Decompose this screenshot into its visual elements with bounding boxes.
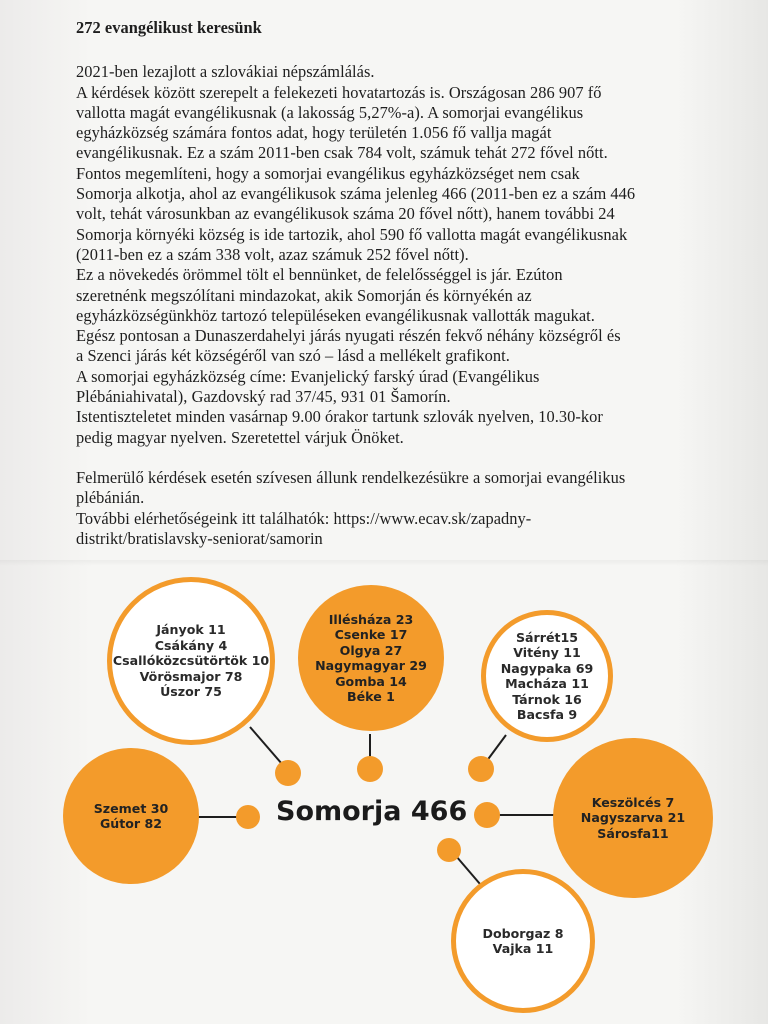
bubble-right <box>553 738 713 898</box>
village-item: Sárosfa11 <box>597 825 669 841</box>
text-line: szeretnénk megszólítani mindazokat, akik Somorján és környékén az <box>76 285 532 305</box>
text-line: A kérdések között szerepelt a felekezeti hovatartozás is. Országosan 286 907 fő <box>76 82 602 102</box>
village-item: Jányok 11 <box>156 622 226 638</box>
village-list <box>113 622 269 700</box>
village-item: Gomba 14 <box>335 673 407 689</box>
text-line: Plébániahivatal), Gazdovský rad 37/45, 931 01 Šamorín. <box>76 387 451 407</box>
bubble-top-right <box>481 610 613 742</box>
text-line: 2021-ben lezajlott a szlovákiai népszámlálás. <box>76 62 375 82</box>
village-item: Illésháza 23 <box>328 611 414 627</box>
text-line: Somorja környéki község is ide tartozik, ahol 590 fő vallotta magát evangélikusnak <box>76 224 628 244</box>
text-line: Felmerülő kérdések esetén szívesen állunk rendelkezésükre a somorjai evangélikus <box>76 467 626 487</box>
village-list <box>483 926 564 957</box>
village-item: Úszor 75 <box>160 684 222 700</box>
village-item: Bacsfa 9 <box>516 707 578 722</box>
text-line: A somorjai egyházközség címe: Evanjelický farský úrad (Evangélikus <box>76 366 540 386</box>
bubble-top-center <box>298 585 444 731</box>
text-line: pedig magyar nyelven. Szeretettel várjuk Önöket. <box>76 427 404 447</box>
village-item: Olgya 27 <box>339 642 403 658</box>
text-line: Fontos megemlíteni, hogy a somorjai evangélikus egyházközséget nem csak <box>76 163 580 183</box>
village-item: Vajka 11 <box>492 941 554 956</box>
text-line: evangélikusnak. Ez a szám 2011-ben csak 784 volt, számuk tehát 272 fővel nőtt. <box>76 143 608 163</box>
bubble-left <box>63 748 199 884</box>
text-line: További elérhetőségeink itt találhatók: https://www.ecav.sk/zapadny- <box>76 508 532 528</box>
village-item: Nagymagyar 29 <box>315 658 427 673</box>
village-item: Nagyszarva 21 <box>580 810 686 826</box>
text-line: Ez a növekedés örömmel tölt el bennünket, de felelősséggel is jár. Ezúton <box>76 265 563 285</box>
village-item: Nagypaka 69 <box>500 660 594 676</box>
connector-dot-right <box>474 802 500 828</box>
village-item: Tárnok 16 <box>512 691 582 707</box>
village-item: Csenke 17 <box>334 627 408 642</box>
village-item: Gútor 82 <box>99 816 163 831</box>
text-line: Somorja alkotja, ahol az evangélikusok száma jelenleg 466 (2011-ben ez a szám 446 <box>76 184 636 204</box>
village-item: Vörösmajor 78 <box>139 668 243 684</box>
village-item: Keszölcés 7 <box>591 794 675 810</box>
text-line: egyházközségünkhöz tartozó településeken evangélikusnak vallották magukat. <box>76 305 595 325</box>
text-line: Istentiszteletet minden vasárnap 9.00 órakor tartunk szlovák nyelven, 10.30-kor <box>76 407 603 427</box>
village-list <box>581 795 685 842</box>
text-line: egyházközség számára fontos adat, hogy területén 1.056 fő vallja magát <box>76 123 552 143</box>
village-item: Sárrét15 <box>515 629 579 645</box>
village-item: Macháza 11 <box>505 676 589 691</box>
village-list <box>94 801 169 832</box>
connector-dot-bottom <box>437 838 461 862</box>
village-item: Béke 1 <box>347 689 395 704</box>
village-list <box>315 612 427 705</box>
connector-bottom <box>456 856 480 884</box>
connector-top-left <box>250 727 282 764</box>
village-item: Doborgaz 8 <box>482 925 564 941</box>
connector-dot-top-left <box>275 760 301 786</box>
text-line: Egész pontosan a Dunaszerdahelyi járás nyugati részén fekvő néhány községről és <box>76 326 621 346</box>
text-line: (2011-ben ez a szám 338 volt, azaz számuk 252 fővel nőtt). <box>76 244 469 264</box>
village-item: Csallóközcsütörtök 10 <box>112 653 270 669</box>
article-title: 272 evangélikust keresünk <box>76 18 262 37</box>
village-list <box>501 630 594 723</box>
text-line: a Szenci járás két községéről van szó – lásd a mellékelt grafikont. <box>76 346 510 366</box>
connector-dot-left <box>236 805 260 829</box>
text-line: vallotta magát evangélikusnak (a lakosság 5,27%-a). A somorjai evangélikus <box>76 102 584 122</box>
text-line: volt, tehát városunkban az evangélikusok száma 20 fővel nőtt), hanem további 24 <box>76 204 615 224</box>
center-label-somorja: Somorja 466 <box>276 796 468 827</box>
connector-dot-top-right <box>468 756 494 782</box>
text-line: distrikt/bratislavsky-seniorat/samorin <box>76 528 323 548</box>
bubble-bottom <box>451 869 595 1013</box>
village-item: Vitény 11 <box>513 645 581 660</box>
village-item: Csákány 4 <box>154 637 228 653</box>
village-item: Szemet 30 <box>93 800 169 816</box>
bubble-top-left <box>107 577 275 745</box>
text-line: plébánián. <box>76 488 145 508</box>
connector-dot-top-center <box>357 756 383 782</box>
